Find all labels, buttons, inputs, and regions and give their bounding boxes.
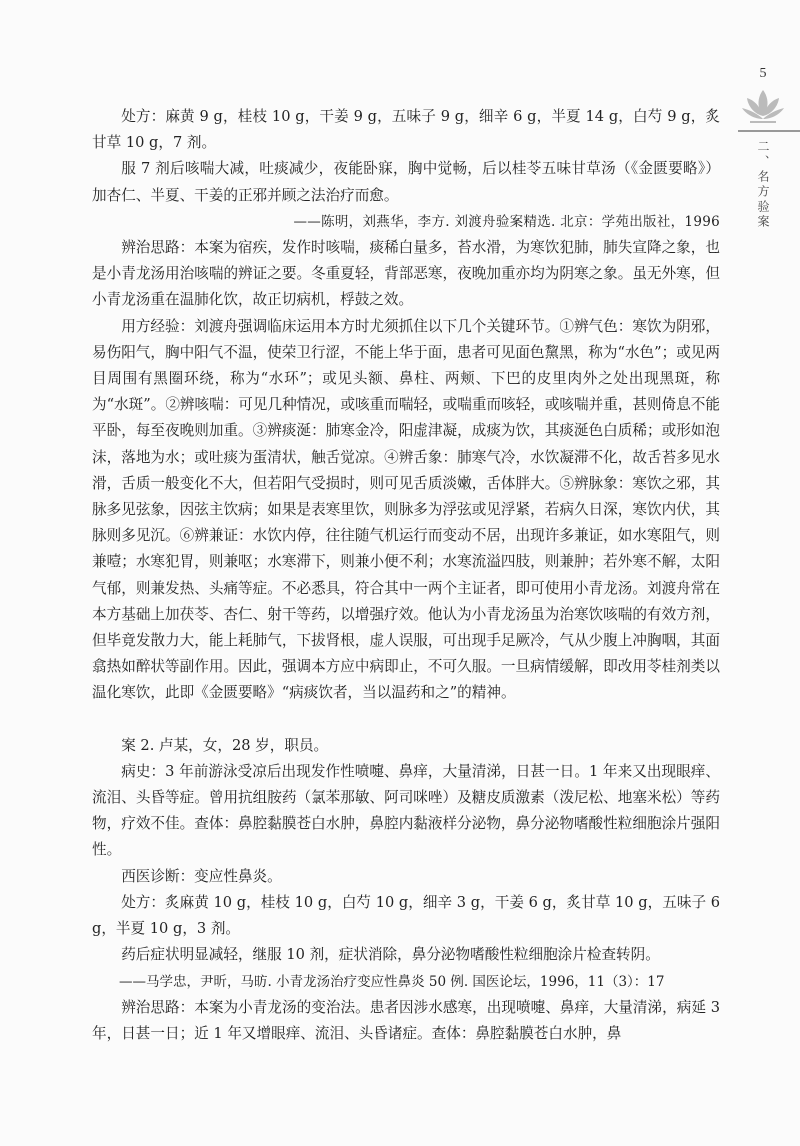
case1-analysis: 辨治思路：本案为宿疾，发作时咳喘，痰稀白量多，苔水滑，为寒饮犯肺，肺失宣降之象，也是小青龙汤用治咳喘的辨证之要。冬重夏轻，背部恶寒，夜晚加重亦均为阴寒之象。虽无外寒，但小青龙汤重在温肺化饮，故正切病机，桴鼓之效。: [92, 239, 720, 309]
section-label: 二、名方验案: [756, 140, 770, 230]
case2-outcome: 药后症状明显减轻，继服 10 剂，症状消除，鼻分泌物嗜酸性粒细胞涂片检查转阴。: [121, 946, 660, 964]
case2-history: 病史：3 年前游泳受凉后出现发作性喷嚏、鼻痒，大量清涕，日甚一日。1 年来又出现眼痒、流泪、头昏等症。曾用抗组胺药（氯苯那敏、阿司咪唑）及糖皮质激素（泼尼松、地塞米松）等药物，疗效不佳。查体：鼻腔黏膜苍白水肿，鼻腔内黏液样分泌物，鼻分泌物嗜酸性粒细胞涂片强阳性。: [92, 762, 720, 859]
main-text: [92, 104, 720, 1047]
side-rule: [738, 130, 800, 132]
page-number: 5: [759, 66, 767, 81]
case1-prescription: 处方：麻黄 9 g，桂枝 10 g，干姜 9 g，五味子 9 g，细辛 6 g，半夏 14 g，白芍 9 g，炙甘草 10 g，7 剂。: [92, 108, 720, 152]
spacer: [92, 707, 720, 733]
case2-analysis: 辨治思路：本案为小青龙汤的变治法。患者因涉水感寒，出现喷嚏、鼻痒，大量清涕，病延 3 年，日甚一日；近 1 年又增眼痒、流泪、头昏诸症。查体：鼻腔黏膜苍白水肿，鼻: [92, 998, 720, 1042]
case2-title: 案 2. 卢某，女，28 岁，职员。: [121, 736, 329, 754]
case2-diagnosis: 西医诊断：变应性鼻炎。: [121, 867, 282, 885]
case1-outcome: 服 7 剂后咳喘大减，吐痰减少，夜能卧寐，胸中觉畅，后以桂苓五味甘草汤（《金匮要略》）加杏仁、半夏、干姜的正邪并顾之法治疗而愈。: [92, 160, 720, 204]
case2-prescription: 处方：炙麻黄 10 g，桂枝 10 g，白芍 10 g，细辛 3 g，干姜 6 g，炙甘草 10 g，五味子 6 g，半夏 10 g，3 剂。: [92, 893, 720, 938]
case1-experience: 用方经验：刘渡舟强调临床运用本方时尤须抓住以下几个关键环节。①辨气色：寒饮为阴邪，易伤阳气，胸中阳气不温，使荣卫行涩，不能上华于面，患者可见面色黧黑，称为“水色”；或见两目周围有黑圈环绕，称为“水环”；或见头额、鼻柱、两颊、下巴的皮里肉外之处出现黑斑，称为“水斑”。②辨咳喘：可见几种情况，或咳重而喘轻，或喘重而咳轻，或咳喘并重，甚则倚息不能平卧，每至夜晚则加重。③辨痰涎：肺寒金冷，阳虚津凝，成痰为饮，其痰涎色白质稀；或形如泡沫，落地为水；或吐痰为蛋清状，触舌觉凉。④辨舌象：肺寒气冷，水饮凝滞不化，故舌苔多见水滑，舌质一般变化不大，但若阳气受损时，则可见舌质淡嫩，舌体胖大。⑤辨脉象：寒饮之邪，其脉多见弦象，因弦主饮病；如果是表寒里饮，则脉多为浮弦或见浮紧，若病久日深，寒饮内伏，其脉则多见沉。⑥辨兼证：水饮内停，往往随气机运行而变动不居，出现许多兼证，如水寒阻气，则兼噎；水寒犯胃，则兼呕；水寒滞下，则兼小便不利；水寒流溢四肢，则兼肿；若外寒不解，太阳气郁，则兼发热、头痛等症。不必悉具，符合其中一两个主证者，即可使用小青龙汤。刘渡舟常在本方基础上加茯苓、杏仁、射干等药，以增强疗效。他认为小青龙汤虽为治寒饮咳喘的有效方剂，但毕竟发散力大，能上耗肺气，下拔肾根，虚人误服，可出现手足厥冷，气从少腹上冲胸咽，其面翕热如醉状等副作用。因此，强调本方应中病即止，不可久服。一旦病情缓解，即改用苓桂剂类以温化寒饮，此即《金匮要略》“病痰饮者，当以温药和之”的精神。: [92, 317, 720, 702]
case2-citation: ——马学忠，尹昕，马昉. 小青龙汤治疗变应性鼻炎 50 例. 国医论坛，1996，11（3）：17: [119, 973, 665, 990]
lotus-icon: [740, 86, 786, 126]
case1-citation: ——陈明，刘燕华，李方. 刘渡舟验案精选. 北京：学苑出版社，1996: [293, 213, 720, 230]
